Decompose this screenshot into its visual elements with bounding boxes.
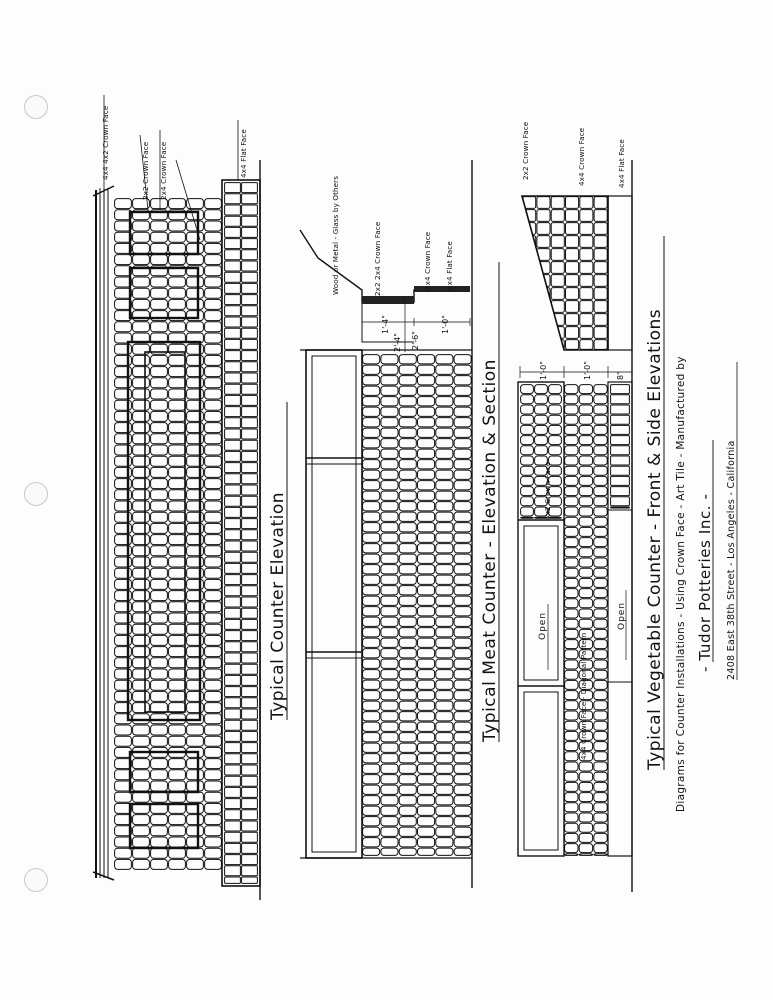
label-4x4-crown-face-meat: 4x4 Crown Face — [423, 231, 432, 290]
label-open-upper: Open — [538, 611, 548, 640]
label-2x4-crown-face: 2x4 Crown Face — [159, 141, 168, 200]
label-diagonal-pattern: 4x4 Crown Face - Diagonal Pattern — [579, 632, 588, 760]
vegetable-counter-front-elevation — [521, 385, 630, 856]
dim-2-4: 2'-4" — [393, 333, 402, 352]
label-4x4-flat-face-meat: 4x4 Flat Face — [445, 241, 454, 290]
title-block — [645, 236, 737, 812]
label-4x2-crown-face-veg: 4x2 Crown Face — [543, 461, 552, 520]
title-typical-meat-counter: Typical Meat Counter - Elevation & Section — [480, 359, 500, 742]
dim-veg-1-0-a: 1'-0" — [539, 361, 548, 380]
title-typical-vegetable-counter: Typical Vegetable Counter - Front & Side Elevations — [645, 308, 665, 770]
label-4x4-crown-face-veg: 4x4 Crown Face — [577, 127, 586, 186]
title-typical-counter-elevation: Typical Counter Elevation — [268, 491, 288, 720]
label-open-lower: Open — [617, 601, 627, 630]
label-2x2-crown-face: 2x2 Crown Face — [141, 141, 150, 200]
label-2x2-2x4-crown-face: 2x2 2x4 Crown Face — [373, 221, 382, 296]
label-wood-or-metal-glass: Wood or Metal - Glass by Others — [331, 175, 340, 295]
meat-counter-tile-grid — [363, 355, 472, 856]
vegetable-counter-side-elevation — [523, 197, 608, 350]
label-2x2-crown-face-veg: 2x2 Crown Face — [521, 121, 530, 180]
manufacturer-address: 2408 East 38th Street - Los Angeles - California — [726, 440, 737, 680]
label-4x4-flat-face: 4x4 Flat Face — [239, 129, 248, 178]
label-4x4-4x2-crown-face: 4x4 4x2 Crown Face — [101, 105, 110, 180]
typical-counter-elevation — [93, 160, 260, 900]
typical-vegetable-counter — [518, 160, 632, 892]
dim-2-6: 2'-6" — [411, 331, 420, 350]
label-4x4-flat-face-veg: 4x4 Flat Face — [617, 139, 626, 188]
dim-veg-8: 8" — [616, 371, 625, 380]
dim-1-0: 1'-0" — [441, 315, 450, 334]
dim-1-4: 1'-4" — [381, 315, 390, 334]
counter-elevation-flat-face-column — [225, 183, 258, 884]
diagrams-caption: Diagrams for Counter Installations - Using Crown Face - Art Tile - Manufactured by — [675, 356, 687, 812]
manufacturer-name: - Tudor Potteries Inc. - — [696, 493, 714, 672]
counter-elevation-pattern-panels — [128, 212, 200, 848]
dim-veg-1-0-b: 1'-0" — [583, 361, 592, 380]
